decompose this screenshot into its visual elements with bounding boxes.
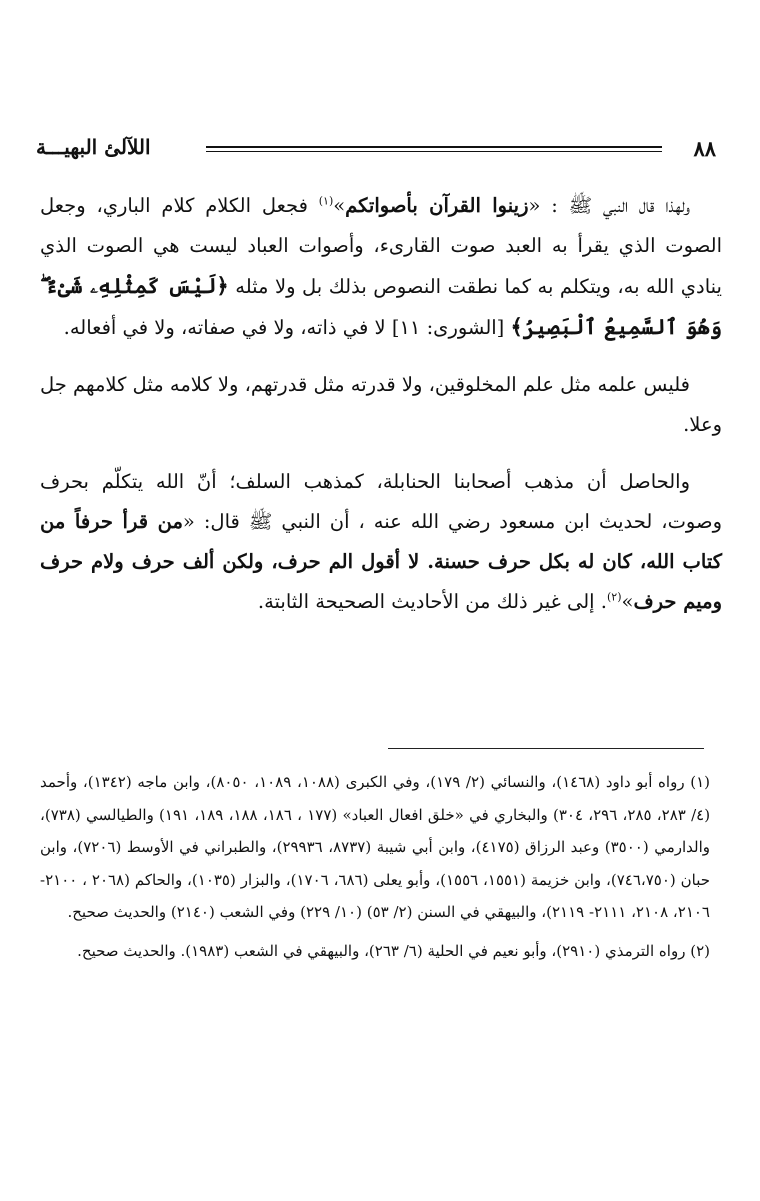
- header-rule: [206, 146, 662, 152]
- main-text: [40, 186, 722, 639]
- footnote-ref-1[interactable]: (١): [318, 194, 334, 208]
- p1-text-b: »: [333, 194, 346, 217]
- page-number: ٨٨: [693, 136, 716, 161]
- p3-text-a: والحاصل أن مذهب أصحابنا الحنابلة، كمذهب السلف؛ أنّ الله يتكلّم بحرف وصوت، لحديث ابن مسعود رضي الله عنه ، أن النبي ﷺ قال: «: [40, 470, 722, 533]
- quran-verse: ﴿لَيْسَ كَمِثْلِهِۦ شَىْءٌ ۖ وَهُوَ ٱلسَّمِيعُ ٱلْبَصِيرُ﴾: [40, 273, 722, 339]
- p1-text-a: ولهذا قال النبي ﷺ : «: [528, 194, 690, 217]
- page-header: [36, 133, 716, 167]
- footnote-separator: [388, 748, 704, 749]
- p1-text-d: [الشورى: ١١] لا في ذاته، ولا في صفاته، ولا في أفعاله.: [63, 316, 511, 339]
- hadith-quote-1: زينوا القرآن بأصواتكم: [345, 194, 529, 217]
- p3-text-b: »: [621, 590, 634, 613]
- paragraph-2: فليس علمه مثل علم المخلوقين، ولا قدرته مثل قدرتهم، ولا كلامه مثل كلامهم جل وعلا.: [40, 373, 722, 436]
- footnote-ref-2[interactable]: (٢): [607, 590, 622, 604]
- paragraph-3: [40, 462, 722, 622]
- running-title: اللآلئ البهيـــة: [36, 135, 151, 159]
- footnote-1: (١) رواه أبو داود (١٤٦٨)، والنسائي (٢/ ١٧٩)، وفي الكبرى (١٠٨٨، ١٠٨٩، ٨٠٥٠)، وابن ماجه (١٣٤٢)، وأحمد (٤/ ٢٨٣، ٢٨٥، ٢٩٦، ٣٠٤) والبخاري في «خلق افعال العباد» (١٧٧ ، ١٨٦، ١٨٨، ١٨٩، ١٩١) والطيالسي (٧٣٨)، والدارمي (٣٥٠٠) وعبد الرزاق (٤١٧٥)، وابن أبي شيبة (٨٧٣٧، ٢٩٩٣٦)، والطبراني في الأوسط (٧٢٠٦)، وابن حبان (٧٤٦،٧٥٠)، وابن خزيمة (١٥٥١، ١٥٥٦)، وأبو يعلى (٦٨٦، ١٧٠٦)، والبزار (١٠٣٥)، والحاكم (٢٠٦٨ ، ٢١٠٠- ٢١٠٦، ٢١٠٨، ٢١١١- ٢١١٩)، والبيهقي في السنن (٢/ ٥٣) (١٠/ ٢٢٩) وفي الشعب (٢١٤٠) والحديث صحيح.: [40, 773, 711, 922]
- footnote-2: (٢) رواه الترمذي (٢٩١٠)، وأبو نعيم في الحلية (٦/ ٢٦٣)، والبيهقي في الشعب (١٩٨٣). والحديث صحيح.: [77, 941, 710, 960]
- hadith-quote-2: من قرأ حرفاً من كتاب الله، كان له بكل حرف حسنة. لا أقول الم حرف، ولكن ألف حرف ولام حرف وميم حرف: [40, 510, 722, 613]
- paragraph-1: [40, 186, 722, 348]
- footnotes: [40, 766, 710, 974]
- p1-text-c: فجعل الكلام كلام الباري، وجعل الصوت الذي يقرأ به العبد صوت القارىء، وأصوات العباد ليست هي الصوت الذي ينادي الله به، ويتكلم به كما نطقت النصوص بذلك بل ولا مثله: [40, 194, 722, 298]
- p3-text-c: . إلى غير ذلك من الأحاديث الصحيحة الثابتة.: [257, 590, 607, 613]
